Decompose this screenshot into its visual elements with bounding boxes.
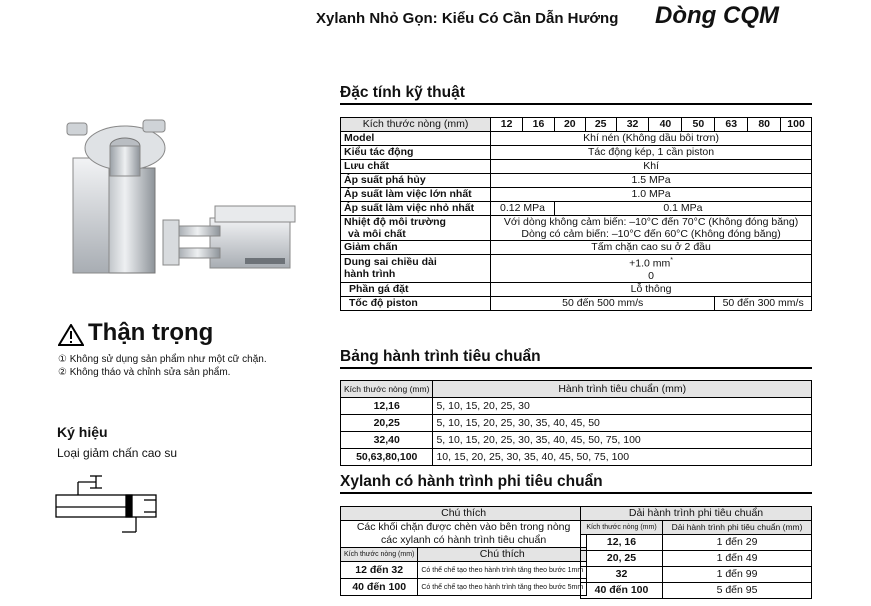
table-header-row: Kích thước nòng (mm) Chú thích — [341, 548, 587, 562]
bore-cell: 40 — [649, 118, 682, 132]
bore-cell: 80 — [748, 118, 781, 132]
standard-stroke-heading: Bảng hành trình tiêu chuẩn — [340, 348, 541, 365]
bore-cell: 16 — [523, 118, 555, 132]
spec-row-tolerance: Dung sai chiều dài hành trình +1.0 mm* 0 — [341, 255, 812, 283]
bore-cell: 25 — [585, 118, 616, 132]
page-title: Xylanh Nhỏ Gọn: Kiểu Có Cần Dẫn Hướng — [316, 10, 619, 27]
table-row: 32 1 đến 99 — [581, 567, 812, 583]
table-row: 12, 16 1 đến 29 — [581, 535, 812, 551]
table-row: 32,40 5, 10, 15, 20, 25, 30, 35, 40, 45, 50, 75, 100 — [341, 432, 812, 449]
table-row: 50,63,80,100 10, 15, 20, 25, 30, 35, 40, 45, 50, 75, 100 — [341, 449, 812, 466]
table-header-row: Chú thích — [341, 507, 587, 521]
series-name: Dòng CQM — [655, 2, 779, 29]
spec-row-max-pressure: Áp suất làm việc lớn nhất 1.0 MPa — [341, 188, 812, 202]
table-header-row: Kích thước nòng (mm) Hành trình tiêu chuẩn (mm) — [341, 381, 812, 398]
cylinder-symbol-icon — [50, 472, 162, 544]
bore-cell: 63 — [715, 118, 748, 132]
spec-row-action: Kiểu tác động Tác động kép, 1 cần piston — [341, 146, 812, 160]
specs-table — [340, 117, 812, 311]
spec-row-temperature: Nhiệt độ môi trường và môi chất Với dòng không cảm biến: –10°C đến 70°C (Không đóng băng) Dòng có cảm biến: –10°C đến 60°C (Không đóng băng) — [341, 216, 812, 241]
bore-cell: 12 — [491, 118, 523, 132]
table-header-row: Kích thước nòng (mm) Dải hành trình phi tiêu chuẩn (mm) — [581, 521, 812, 535]
spec-row-mounting: Phần gá đặt Lỗ thông — [341, 282, 812, 296]
bore-cell: 50 — [682, 118, 715, 132]
table-row: 12,16 5, 10, 15, 20, 25, 30 — [341, 398, 812, 415]
spec-row-proof-pressure: Áp suất phá hủy 1.5 MPa — [341, 174, 812, 188]
product-image — [55, 108, 305, 288]
specs-header-row — [341, 118, 812, 132]
caution-item: ② Không tháo và chỉnh sửa sản phẩm. — [58, 367, 231, 378]
symbol-subtitle: Loại giảm chấn cao su — [57, 446, 178, 460]
spec-row-fluid: Lưu chất Khí — [341, 160, 812, 174]
non-standard-heading: Xylanh có hành trình phi tiêu chuẩn — [340, 473, 603, 490]
spec-row-cushion: Giảm chấn Tấm chặn cao su ở 2 đầu — [341, 241, 812, 255]
table-row: 20,25 5, 10, 15, 20, 25, 30, 35, 40, 45, 50 — [341, 415, 812, 432]
table-row: 20, 25 1 đến 49 — [581, 551, 812, 567]
specs-heading: Đặc tính kỹ thuật — [340, 84, 465, 101]
standard-stroke-table — [340, 380, 812, 466]
caution-item: ① Không sử dụng sản phẩm như một cữ chặn. — [58, 354, 267, 365]
bore-cell: 20 — [554, 118, 585, 132]
table-row: 40 đến 100 5 đến 95 — [581, 583, 812, 599]
warning-icon — [58, 324, 84, 346]
non-standard-range-table — [580, 506, 812, 599]
bore-cell: 32 — [616, 118, 649, 132]
bore-label: Kích thước nòng (mm) — [341, 118, 491, 132]
table-row: Các khối chặn được chèn vào bên trong nòng các xylanh có hành trình tiêu chuẩn — [341, 521, 587, 548]
non-standard-notes-table — [340, 506, 587, 596]
table-row: 12 đến 32 Có thể chế tạo theo hành trình tăng theo bước 1mm — [341, 562, 587, 579]
caution-title: Thận trọng — [88, 319, 214, 346]
spec-row-model: Model Khí nén (Không dầu bôi trơn) — [341, 132, 812, 146]
bore-cell: 100 — [781, 118, 812, 132]
table-header-row: Dải hành trình phi tiêu chuẩn — [581, 507, 812, 521]
spec-row-speed: Tốc độ piston 50 đến 500 mm/s 50 đến 300 mm/s — [341, 296, 812, 310]
symbol-heading: Ký hiệu — [57, 424, 108, 440]
spec-row-min-pressure: Áp suất làm việc nhỏ nhất 0.12 MPa 0.1 MPa — [341, 202, 812, 216]
table-row: 40 đến 100 Có thể chế tạo theo hành trình tăng theo bước 5mm — [341, 579, 587, 596]
